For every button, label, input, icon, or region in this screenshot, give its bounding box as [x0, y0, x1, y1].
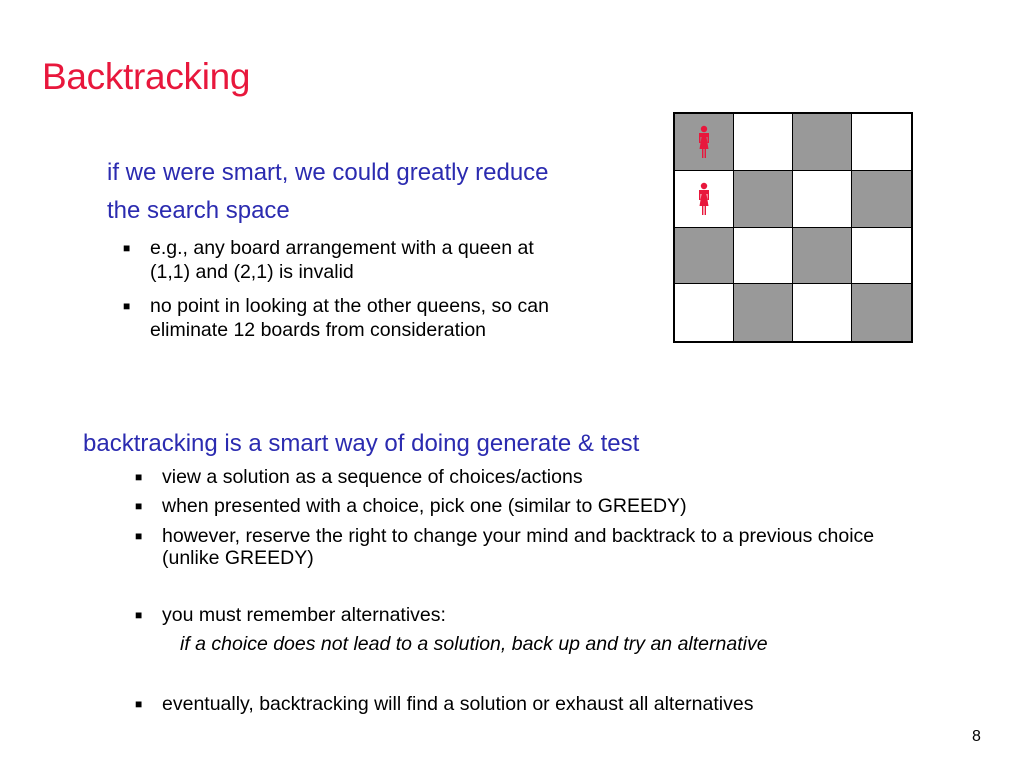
- chess-board: [673, 112, 913, 343]
- bullet-item: [123, 294, 643, 344]
- bullet-square-icon: ■: [135, 529, 143, 543]
- board-square-dark: [734, 171, 793, 228]
- bullet-item: [123, 236, 643, 286]
- bullet-text: eventually, backtracking will find a solution or exhaust all alternatives: [162, 693, 754, 715]
- bullet-text: when presented with a choice, pick one (similar to GREEDY): [162, 495, 687, 517]
- bullet-text: you must remember alternatives:: [162, 604, 446, 626]
- alternative-note: if a choice does not lead to a solution, back up and try an alternative: [180, 633, 768, 655]
- bullet-text: no point in looking at the other queens, so can: [150, 295, 549, 317]
- bullet-text: view a solution as a sequence of choices/actions: [162, 466, 583, 488]
- bullet-item: [135, 603, 995, 627]
- board-square-light: [793, 284, 852, 341]
- bullet-text-continued: (1,1) and (2,1) is invalid: [150, 261, 354, 283]
- board-square-with-queen: [675, 114, 734, 171]
- bullet-text: however, reserve the right to change your mind and backtrack to a previous choice: [162, 525, 875, 547]
- board-square-light: [793, 171, 852, 228]
- board-square-light: [852, 114, 911, 171]
- bullet-item: [135, 465, 995, 489]
- bullet-square-icon: ■: [123, 241, 131, 255]
- board-square-light: [852, 228, 911, 285]
- bullet-square-icon: ■: [135, 470, 143, 484]
- bullet-text: e.g., any board arrangement with a queen at: [150, 237, 534, 259]
- bullet-item: [135, 494, 995, 518]
- board-square-with-queen: [675, 171, 734, 228]
- bullet-square-icon: ■: [135, 608, 143, 622]
- intro-line-2: the search space: [107, 197, 290, 224]
- bullet-square-icon: ■: [123, 299, 131, 313]
- board-square-dark: [793, 114, 852, 171]
- bullet-item: [135, 524, 995, 572]
- board-square-dark: [734, 284, 793, 341]
- board-square-dark: [793, 228, 852, 285]
- queen-figure-icon: [696, 182, 712, 216]
- slide-title: Backtracking: [42, 56, 251, 97]
- page-number: 8: [972, 728, 981, 745]
- board-square-dark: [675, 228, 734, 285]
- bullet-square-icon: ■: [135, 697, 143, 711]
- bullet-text-continued: (unlike GREEDY): [162, 547, 314, 569]
- board-square-dark: [852, 171, 911, 228]
- bullet-text-continued: eliminate 12 boards from consideration: [150, 319, 487, 341]
- queen-figure-icon: [696, 125, 712, 159]
- board-square-light: [734, 114, 793, 171]
- board-square-light: [734, 228, 793, 285]
- bullet-square-icon: ■: [135, 499, 143, 513]
- section2-heading: backtracking is a smart way of doing generate & test: [83, 430, 640, 457]
- intro-line-1: if we were smart, we could greatly reduce: [107, 159, 549, 186]
- bullet-item: [135, 692, 995, 716]
- board-square-dark: [852, 284, 911, 341]
- board-square-light: [675, 284, 734, 341]
